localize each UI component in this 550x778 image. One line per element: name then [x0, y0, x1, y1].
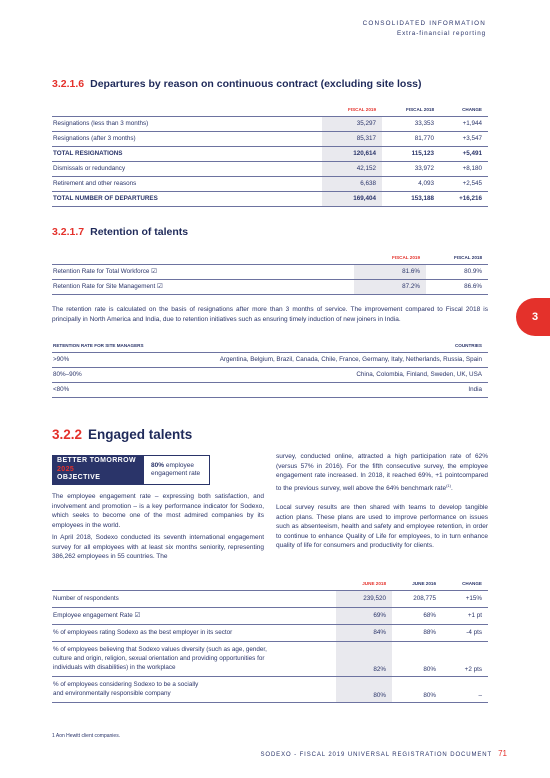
section-heading: Engaged talents — [88, 427, 193, 442]
engaged-right-p1: survey, conducted online, attracted a high participation rate of 62% (versus 57% in 2016). For the fifth consecutive survey, the employee engagement rate increased. In 2018, it reached 69%, +1 pointcompared to the previous survey, well above the 64% benchmark rate$^{(1)}$. — [276, 453, 488, 492]
cell-value: 33,353 — [382, 116, 440, 131]
cell-value: 35,297 — [322, 116, 382, 131]
cell-value: 42,152 — [322, 161, 382, 176]
col-header: RETENTION RATE FOR SITE MANAGERS — [53, 343, 144, 349]
col-header: COUNTRIES — [454, 343, 482, 349]
section-heading: Retention of talents — [90, 226, 189, 238]
cell-value: 81.6% — [354, 264, 426, 279]
table-row — [52, 176, 488, 191]
objective-year: 2025 — [57, 465, 75, 473]
site-managers-table — [52, 340, 488, 398]
table-row — [52, 131, 488, 146]
page-footer — [260, 749, 507, 758]
col-header: FISCAL 2018 — [406, 107, 434, 113]
section-number: 3.2.2 — [52, 427, 83, 442]
row-label: <80% — [52, 382, 152, 397]
cell-value: 115,123 — [382, 146, 440, 161]
cell-value: 4,093 — [382, 176, 440, 191]
cell-value: China, Colombia, Finland, Sweden, UK, USA — [152, 367, 488, 382]
engaged-left-p1: The employee engagement rate – expressing both satisfaction, and involvement and promotion – is a key performance indicator for Sodexo, which seeks to become one of the most admired companies by its employees in the world. — [52, 493, 264, 529]
cell-value: 68% — [392, 607, 442, 624]
row-label: Retirement and other reasons — [52, 176, 322, 191]
cell-value: 87.2% — [354, 279, 426, 294]
table-row — [52, 161, 488, 176]
retention-table — [52, 252, 488, 295]
objective-line: OBJECTIVE — [57, 474, 101, 482]
engaged-left-p2: In April 2018, Sodexo conducted its seventh international engagement survey for all employees with at least six months seniority, representing 386,262 employees in 55 countries. The — [52, 534, 264, 561]
objective-label — [53, 456, 144, 484]
header-subsection: Extra-financial reporting — [397, 30, 486, 37]
cell-value: 6,638 — [322, 176, 382, 191]
row-label: >90% — [52, 352, 152, 367]
col-header: FISCAL 2019 — [392, 255, 420, 261]
paragraph-text: survey, conducted online, attracted a high participation rate of 62% (versus 57% in 2016). For the fifth consecutive survey, the employee engagement rate increased. In 2018, it reached 69%, +1 pointcompared to the previous survey, well above the 64% benchmark rate — [276, 453, 488, 492]
cell-value: +8,180 — [440, 161, 488, 176]
table-row — [52, 590, 488, 607]
engaged-right-p2: Local survey results are then shared with teams to develop tangible action plans. These plans are used to improve performance on issues such as absenteeism, health and safety and employee retention, in order to continue to enhance Quality of Life for employees, to in turn enhance quality of life for consumers and productivity for clients. — [276, 504, 488, 550]
table-row — [52, 116, 488, 131]
section-title-retention — [52, 226, 188, 238]
objective-line: BETTER TOMORROW — [57, 457, 136, 464]
section-number: 3.2.1.7 — [52, 226, 85, 238]
cell-value: Argentina, Belgium, Brazil, Canada, Chile, France, Germany, Italy, Netherlands, Russia, Spain — [152, 352, 488, 367]
cell-value: – — [442, 676, 488, 702]
table-row — [52, 641, 488, 676]
table-row — [52, 279, 488, 294]
row-label: Retention Rate for Total Workforce ☑ — [52, 264, 354, 279]
cell-value: 153,188 — [382, 191, 440, 206]
cell-value: 84% — [336, 624, 392, 641]
departures-table — [52, 104, 488, 207]
cell-value: +16,216 — [440, 191, 488, 206]
header-section: CONSOLIDATED INFORMATION — [362, 20, 486, 27]
row-label-line: and environmentally responsible company — [53, 690, 171, 697]
table-row — [52, 146, 488, 161]
table-row — [52, 191, 488, 206]
table-row — [52, 367, 488, 382]
cell-value: 80% — [392, 641, 442, 676]
section-heading: Departures by reason on continuous contract (excluding site loss) — [90, 78, 422, 90]
objective-text: employee — [165, 462, 195, 469]
col-header: CHANGE — [462, 581, 482, 587]
col-header: FISCAL 2019 — [348, 107, 376, 113]
row-label — [52, 676, 336, 702]
cell-value: 208,775 — [392, 590, 442, 607]
row-label-line: % of employees believing that Sodexo values diversity (such as age, gender, — [53, 646, 267, 654]
row-label: TOTAL RESIGNATIONS — [52, 146, 322, 161]
chapter-tab: 3 — [516, 298, 550, 336]
cell-value: 169,404 — [322, 191, 382, 206]
objective-text: engagement rate — [151, 470, 201, 477]
cell-value: +2,545 — [440, 176, 488, 191]
cell-value: 82% — [336, 641, 392, 676]
footer-text: SODEXO - FISCAL 2019 UNIVERSAL REGISTRATION DOCUMENT — [260, 752, 493, 758]
row-label-line: individuals with disabilities) in the workplace — [53, 663, 176, 671]
cell-value: 86.6% — [426, 279, 488, 294]
objective-target — [151, 462, 200, 478]
col-header: JUNE 2016 — [412, 581, 436, 587]
cell-value: 69% — [336, 607, 392, 624]
table-row — [52, 264, 488, 279]
cell-value: 120,614 — [322, 146, 382, 161]
cell-value: 80.9% — [426, 264, 488, 279]
section-title-engaged — [52, 427, 192, 442]
table-row — [52, 352, 488, 367]
col-header: JUNE 2018 — [362, 581, 386, 587]
col-header: CHANGE — [462, 107, 482, 113]
footnote: 1 Aon Hewitt client companies. — [52, 733, 121, 739]
cell-value: +5,491 — [440, 146, 488, 161]
table-row — [52, 624, 488, 641]
row-label: Number of respondents — [52, 590, 336, 607]
page-number: 71 — [498, 749, 507, 758]
row-label-line: culture and origin, religion, sexual orientation and providing opportunities for — [53, 655, 265, 663]
cell-value: -4 pts — [442, 624, 488, 641]
row-label: 80%–90% — [52, 367, 152, 382]
retention-paragraph: The retention rate is calculated on the basis of resignations after more than 3 months of service. The improvement compared to Fiscal 2018 is principally in North America and India, due to retention initiatives such as ensuring timely induction of new joiners in India. — [52, 306, 488, 323]
running-header — [363, 20, 486, 37]
objective-value: 80% — [151, 462, 165, 469]
cell-value: 85,317 — [322, 131, 382, 146]
row-label: Dismissals or redundancy — [52, 161, 322, 176]
col-header: FISCAL 2018 — [454, 255, 482, 261]
table-row — [52, 382, 488, 397]
cell-value: 80% — [336, 676, 392, 702]
footnote-ref: (1) — [446, 482, 451, 488]
row-label: TOTAL NUMBER OF DEPARTURES — [52, 191, 322, 206]
cell-value: +2 pts — [442, 641, 488, 676]
row-label: Resignations (after 3 months) — [52, 131, 322, 146]
row-label: Employee engagement Rate ☑ — [52, 607, 336, 624]
cell-value: 80% — [392, 676, 442, 702]
row-label: Retention Rate for Site Management ☑ — [52, 279, 354, 294]
cell-value: 239,520 — [336, 590, 392, 607]
cell-value: 33,972 — [382, 161, 440, 176]
cell-value: +15% — [442, 590, 488, 607]
engagement-table — [52, 578, 488, 703]
cell-value: +1,944 — [440, 116, 488, 131]
row-label-line: % of employees considering Sodexo to be a socially — [53, 681, 199, 689]
table-row — [52, 676, 488, 702]
table-row — [52, 607, 488, 624]
objective-box — [52, 455, 210, 485]
row-label: Resignations (less than 3 months) — [52, 116, 322, 131]
cell-value: +1 pt — [442, 607, 488, 624]
section-title-departures — [52, 78, 422, 90]
cell-value: 81,770 — [382, 131, 440, 146]
cell-value: 88% — [392, 624, 442, 641]
row-label: % of employees rating Sodexo as the best employer in its sector — [52, 624, 336, 641]
row-label — [52, 641, 336, 676]
cell-value: +3,547 — [440, 131, 488, 146]
section-number: 3.2.1.6 — [52, 78, 85, 90]
cell-value: India — [152, 382, 488, 397]
